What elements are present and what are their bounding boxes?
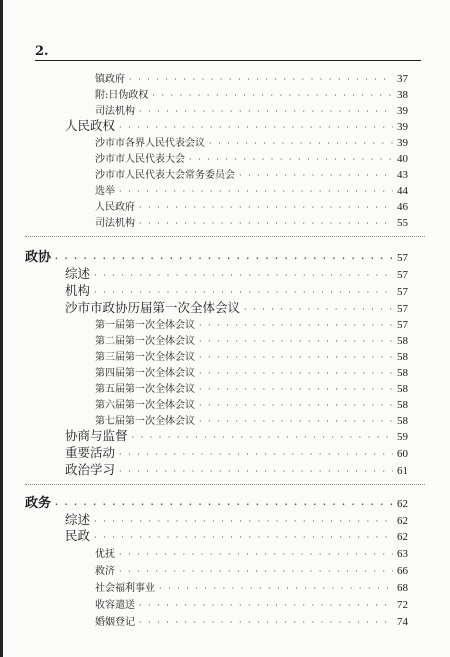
toc-entry-page: 66	[397, 565, 408, 577]
toc-entry-label: 政治学习	[65, 462, 116, 477]
toc-entry[interactable]	[95, 332, 408, 347]
toc-entry-label: 协商与监督	[65, 428, 128, 443]
toc-entry-label: 沙市市各界人民代表会议	[95, 138, 205, 149]
toc-entry-page: 62	[397, 498, 408, 510]
toc-entry-page: 61	[397, 465, 408, 477]
toc-entry[interactable]	[95, 579, 408, 594]
toc-entry-label: 第六届第一次全体会议	[95, 400, 195, 411]
toc-entry[interactable]	[95, 364, 408, 379]
toc-entry-page: 57	[397, 319, 408, 331]
toc-leader	[199, 320, 393, 331]
toc-entry[interactable]	[95, 348, 408, 363]
toc-entry-page: 40	[397, 153, 408, 165]
toc-entry-page: 63	[397, 548, 408, 560]
toc-entry-label: 第七届第一次全体会议	[95, 416, 195, 427]
toc-entry-label: 沙市市人民代表大会	[95, 154, 185, 165]
toc-entry-page: 74	[397, 616, 408, 628]
toc-entry-label: 附:日伪政权	[95, 90, 149, 101]
toc-entry-label: 机构	[65, 283, 91, 298]
toc-entry-label: 司法机构	[95, 106, 135, 117]
toc-leader	[119, 186, 393, 197]
toc-entry-label: 人民政府	[95, 202, 135, 213]
toc-entry-label: 综述	[65, 266, 91, 281]
toc-entry-page: 60	[397, 448, 408, 460]
toc-entry-page: 58	[397, 399, 408, 411]
toc-entry[interactable]	[65, 460, 408, 478]
toc-entry[interactable]	[95, 596, 408, 611]
toc-entry[interactable]	[95, 150, 408, 165]
toc-entry-page: 57	[397, 303, 408, 315]
toc-entry-label: 选举	[95, 186, 115, 197]
toc-entry-label: 沙市市人民代表大会常务委员会	[95, 170, 235, 181]
toc-entry-label: 民政	[65, 528, 91, 543]
toc-entry-page: 55	[397, 217, 408, 229]
toc-entry-page: 58	[397, 367, 408, 379]
toc-entry-label: 婚姻登记	[95, 617, 135, 628]
toc-entry-page: 37	[397, 73, 408, 85]
toc-leader	[119, 462, 393, 477]
header-rule	[35, 60, 421, 61]
toc-entry-label: 政协	[25, 250, 52, 265]
toc-entry-label: 第四届第一次全体会议	[95, 368, 195, 379]
toc-entry-label: 第一届第一次全体会议	[95, 320, 195, 331]
toc-entry-label: 第五届第一次全体会议	[95, 384, 195, 395]
toc-entry-label: 政务	[25, 496, 52, 511]
toc-entry-label: 社会福利事业	[95, 583, 155, 594]
toc-leader	[199, 400, 393, 411]
toc-leader	[119, 549, 393, 560]
toc-leader	[199, 368, 393, 379]
toc-entry-page: 46	[397, 201, 408, 213]
toc-entry[interactable]	[65, 443, 408, 461]
toc-leader	[244, 300, 393, 315]
toc-entry[interactable]	[95, 198, 408, 213]
toc-entry-page: 62	[397, 531, 408, 543]
toc-entry-page: 43	[397, 169, 408, 181]
toc-entry-page: 39	[397, 121, 408, 133]
toc-entry[interactable]	[65, 298, 408, 316]
toc-leader	[94, 283, 393, 298]
toc-leader	[139, 600, 393, 611]
toc-entry-label: 救济	[95, 566, 115, 577]
toc-entry[interactable]	[65, 281, 408, 299]
toc-entry-page: 57	[397, 252, 408, 264]
toc-leader	[199, 336, 393, 347]
toc-entry-page: 72	[397, 599, 408, 611]
toc-entry[interactable]	[95, 166, 408, 181]
section-divider	[25, 236, 425, 237]
toc-entry[interactable]	[95, 134, 408, 149]
toc-entry[interactable]	[95, 70, 408, 85]
toc-entry-label: 第三届第一次全体会议	[95, 352, 195, 363]
toc-entry-label: 司法机构	[95, 218, 135, 229]
toc-entry-page: 58	[397, 351, 408, 363]
toc-entry-label: 人民政权	[65, 118, 116, 133]
toc-leader	[199, 384, 393, 395]
toc-leader	[239, 170, 393, 181]
toc-leader	[119, 445, 393, 460]
toc-entry-page: 59	[397, 431, 408, 443]
toc-leader	[152, 90, 393, 101]
toc-entry[interactable]	[95, 380, 408, 395]
toc-entry-page: 57	[397, 286, 408, 298]
toc-leader	[209, 138, 393, 149]
toc-entry-page: 39	[397, 137, 408, 149]
toc-entry[interactable]	[95, 613, 408, 628]
toc-entry[interactable]	[95, 545, 408, 560]
toc-entry[interactable]	[95, 396, 408, 411]
toc-entry[interactable]	[95, 316, 408, 331]
toc-entry-page: 44	[397, 185, 408, 197]
toc-leader	[55, 496, 393, 511]
toc-leader	[129, 74, 393, 85]
toc-entry[interactable]	[95, 86, 408, 101]
toc-leader	[94, 512, 393, 527]
toc-entry-page: 57	[397, 269, 408, 281]
toc-entry[interactable]	[65, 526, 408, 544]
toc-entry-label: 重要活动	[65, 445, 116, 460]
toc-leader	[139, 617, 393, 628]
toc-section-heading[interactable]	[25, 492, 408, 511]
toc-entry-label: 优抚	[95, 549, 115, 560]
toc-entry[interactable]	[65, 264, 408, 282]
toc-entry-page: 58	[397, 383, 408, 395]
toc-leader	[139, 202, 393, 213]
toc-entry[interactable]	[95, 562, 408, 577]
toc-entry-label: 综述	[65, 512, 91, 527]
toc-entry[interactable]	[95, 182, 408, 197]
toc-entry-page: 68	[397, 582, 408, 594]
toc-entry-page: 39	[397, 105, 408, 117]
toc-entry-label: 收容遣送	[95, 600, 135, 611]
toc-leader	[139, 218, 393, 229]
toc-entry-page: 58	[397, 415, 408, 427]
toc-leader	[119, 566, 393, 577]
toc-leader	[94, 266, 393, 281]
toc-entry[interactable]	[65, 116, 408, 134]
toc-entry-label: 沙市市政协历届第一次全体会议	[65, 300, 241, 315]
toc-leader	[94, 528, 393, 543]
toc-leader	[159, 583, 393, 594]
section-divider	[25, 484, 425, 485]
toc-entry[interactable]	[65, 426, 408, 444]
toc-entry-page: 62	[397, 515, 408, 527]
toc-entry-label: 镇政府	[95, 74, 125, 85]
toc-entry[interactable]	[95, 102, 408, 117]
toc-entry-page: 38	[397, 89, 408, 101]
page-number: 2.	[35, 44, 49, 59]
toc-leader	[132, 428, 393, 443]
toc-leader	[199, 352, 393, 363]
toc-entry-page: 58	[397, 335, 408, 347]
toc-leader	[55, 250, 393, 265]
toc-leader	[189, 154, 393, 165]
toc-entry[interactable]	[95, 214, 408, 229]
toc-entry[interactable]	[95, 412, 408, 427]
toc-leader	[119, 118, 393, 133]
toc-section-heading[interactable]	[25, 246, 408, 265]
toc-entry-label: 第二届第一次全体会议	[95, 336, 195, 347]
